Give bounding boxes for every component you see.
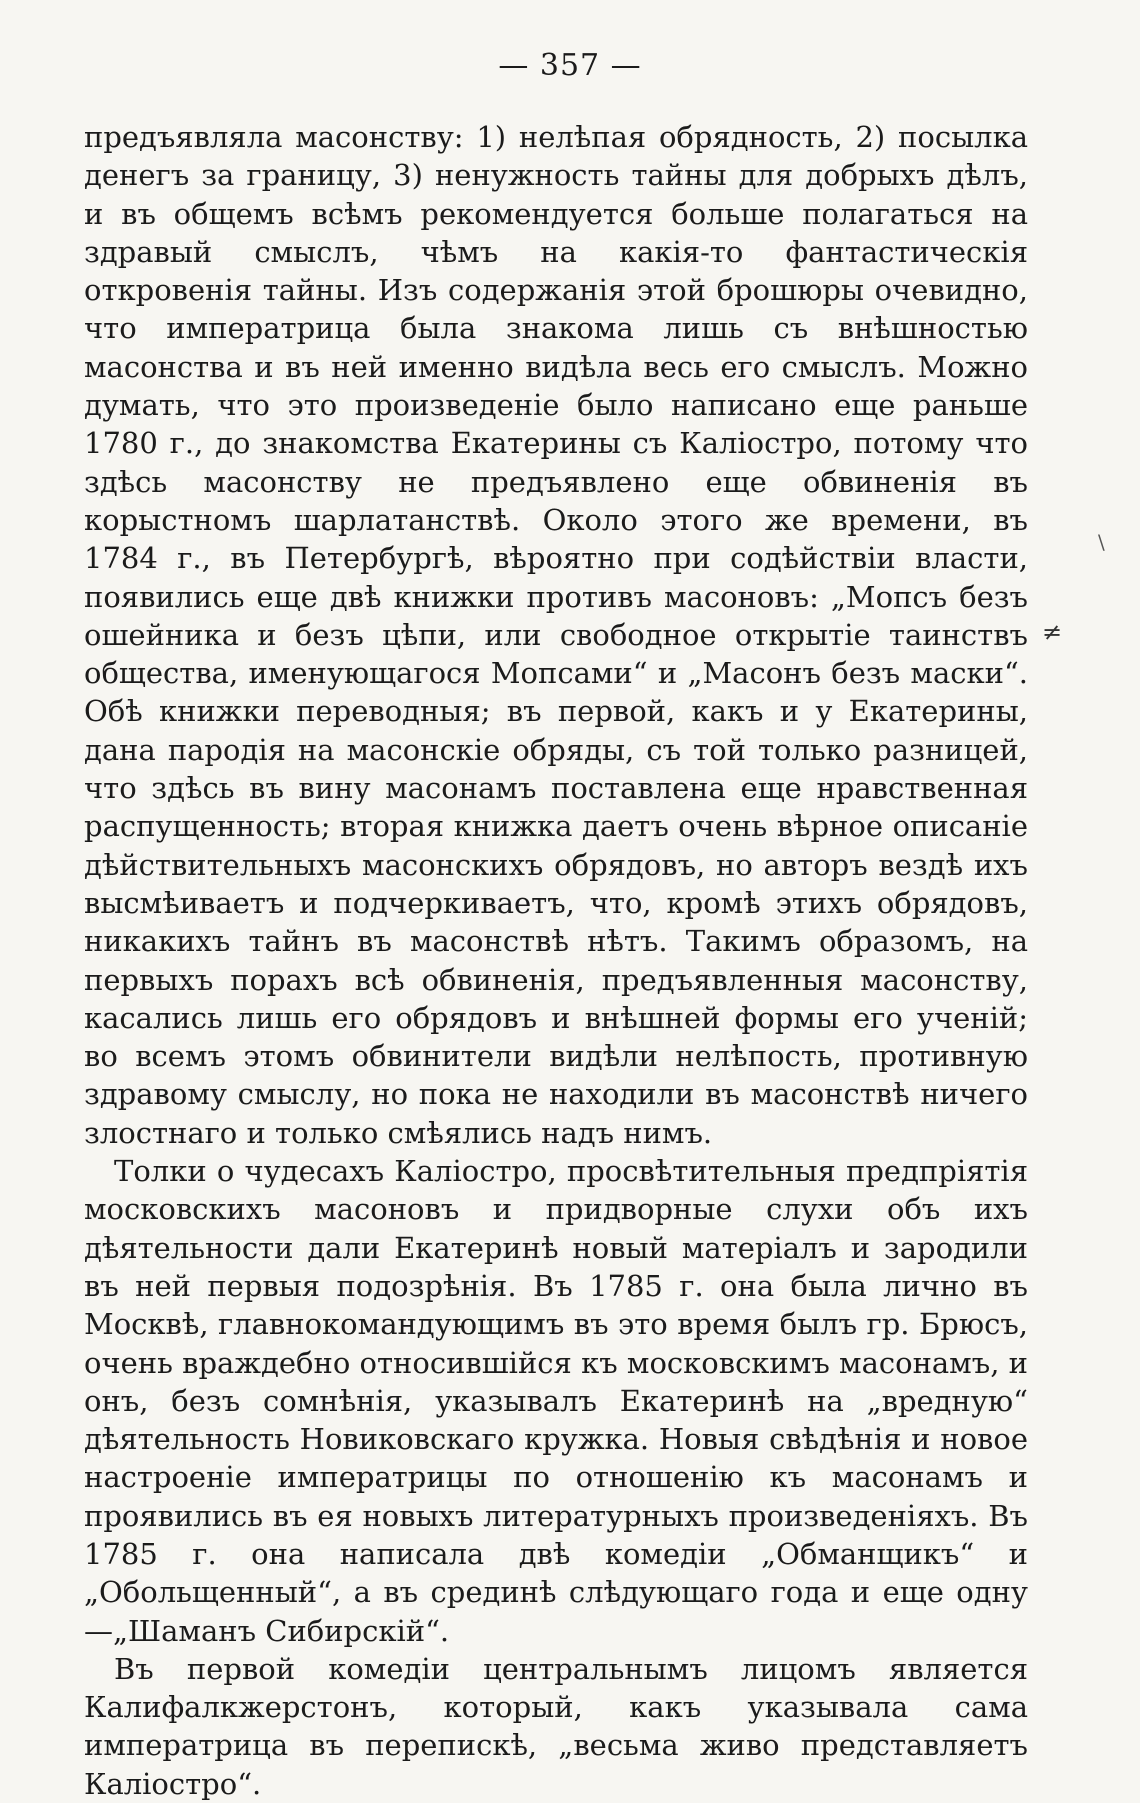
text-block [84,118,1028,1803]
paragraph-2: Толки о чудесахъ Каліостро, просвѣтительныя предпріятія московскихъ масоновъ и придворные слухи объ ихъ дѣятельности дали Екатеринѣ новый матеріалъ и зародили въ ней первыя подозрѣнія. Въ 1785 г. она была лично въ Москвѣ, главнокомандующимъ въ это время былъ гр. Брюсъ, очень враждебно относившійся къ московскимъ масонамъ, и онъ, безъ сомнѣнія, указывалъ Екатеринѣ на „вредную“ дѣятельность Новиковскаго кружка. Новыя свѣдѣнія и новое настроеніе императрицы по отношенію къ масонамъ и проявились въ ея новыхъ литературныхъ произведеніяхъ. Въ 1785 г. она написала двѣ комедіи „Обманщикъ“ и „Обольщенный“, а въ срединѣ слѣдующаго года и еще одну—„Шаманъ Сибирскій“. [84,1154,1028,1648]
margin-tick: \ [1098,530,1105,554]
paragraph-1: предъявляла масонству: 1) нелѣпая обрядность, 2) посылка денегъ за границу, 3) ненужность тайны для добрыхъ дѣлъ, и въ общемъ всѣмъ рекомендуется больше полагаться на здравый смыслъ, чѣмъ на какія-то фантастическія откровенія тайны. Изъ содержанія этой брошюры очевидно, что императрица была знакома лишь съ внѣшностью масонства и въ ней именно видѣла весь его смыслъ. Можно думать, что это произведеніе было написано еще раньше 1780 г., до знакомства Екатерины съ Каліостро, потому что здѣсь масонству не предъявлено еще обвиненія въ корыстномъ шарлатанствѣ. Около этого же времени, въ 1784 г., въ Петербургѣ, вѣроятно при содѣйствіи власти, появились еще двѣ книжки противъ масоновъ: „Мопсъ безъ ошейника и безъ цѣпи, или свободное открытіе таинствъ общества, именующагося Мопсами“ и „Масонъ безъ маски“. Обѣ книжки переводныя; въ первой, какъ и у Екатерины, дана пародія на масонскіе обряды, съ той только разницей, что здѣсь въ вину масонамъ поставлена еще нравственная распущенность; вторая книжка даетъ очень вѣрное описаніе дѣйствительныхъ масонскихъ обрядовъ, но авторъ вездѣ ихъ высмѣиваетъ и подчеркиваетъ, что, кромѣ этихъ обрядовъ, никакихъ тайнъ въ масонствѣ нѣтъ. Такимъ образомъ, на первыхъ порахъ всѣ обвиненія, предъявленныя масонству, касались лишь его обрядовъ и внѣшней формы его ученій; во всемъ этомъ обвинители видѣли нелѣпость, противную здравому смыслу, но пока не находили въ масонствѣ ничего злостнаго и только смѣялись надъ нимъ. [84,120,1028,1150]
margin-mark: ≠ [1042,618,1063,646]
page-number: — 357 — [498,48,642,83]
paragraph-3: Въ первой комедіи центральнымъ лицомъ является Калифалкжерстонъ, который, какъ указывала сама императрица въ перепискѣ, „весьма живо представляетъ Каліостро“. [84,1651,1028,1801]
